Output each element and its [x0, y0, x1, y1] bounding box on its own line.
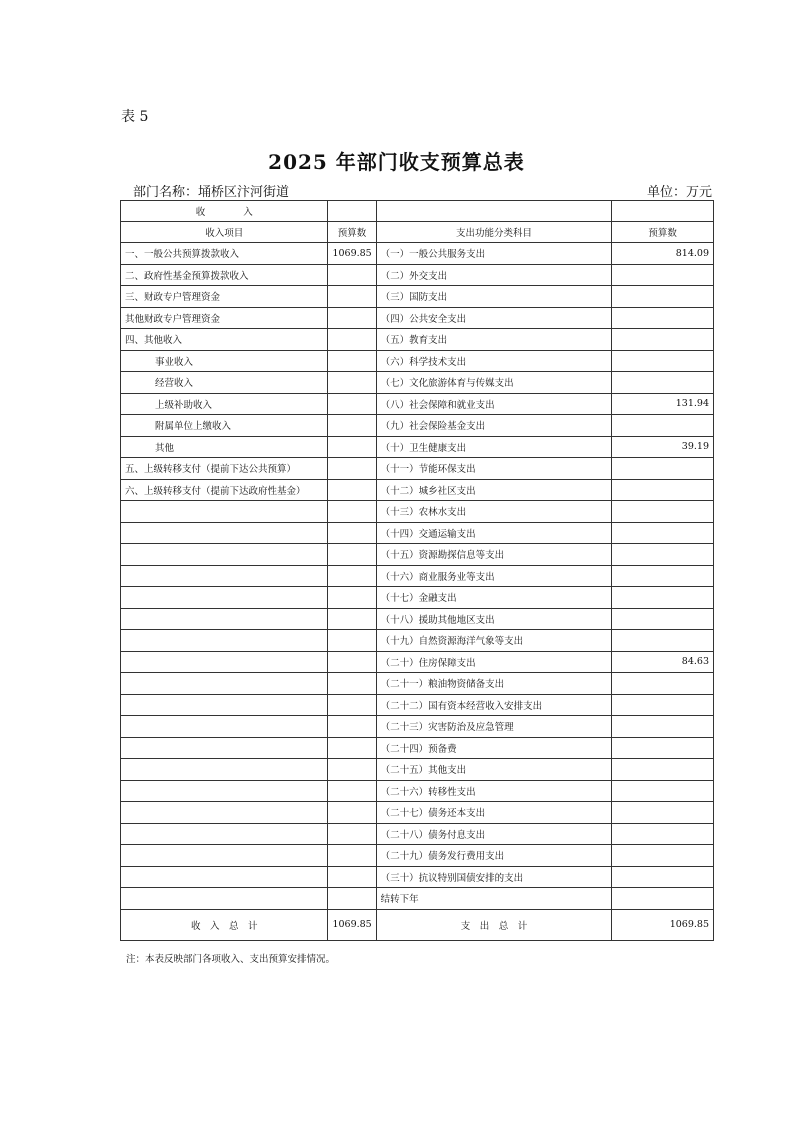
- table-row: [121, 393, 714, 415]
- table-number: 表 5: [121, 109, 149, 125]
- expense-amount-cell: [612, 630, 714, 652]
- expense-item-cell: （二十）住房保障支出: [376, 651, 612, 673]
- income-amount-cell: [328, 587, 376, 609]
- expense-item-cell: （二十五）其他支出: [376, 759, 612, 781]
- income-total-label: 收 入 总 计: [121, 909, 328, 940]
- income-amount-cell: [328, 264, 376, 286]
- expense-amount-cell: [612, 350, 714, 372]
- expense-item-cell: （十二）城乡社区支出: [376, 479, 612, 501]
- table-row: [121, 544, 714, 566]
- table-row: [121, 845, 714, 867]
- expense-amount-cell: [612, 823, 714, 845]
- table-row: [121, 780, 714, 802]
- income-amount-cell: [328, 845, 376, 867]
- expense-item-cell: （五）教育支出: [376, 329, 612, 351]
- table-row: [121, 759, 714, 781]
- expense-amount-cell: [612, 415, 714, 437]
- expense-item-cell: （十一）节能环保支出: [376, 458, 612, 480]
- income-amount-cell: [328, 329, 376, 351]
- table-row: [121, 350, 714, 372]
- totals-row: [121, 909, 714, 940]
- income-item-cell: [121, 716, 328, 738]
- income-item-cell: 附属单位上缴收入: [121, 415, 328, 437]
- table-row: [121, 630, 714, 652]
- income-amount-header: 预算数: [328, 222, 376, 243]
- expense-item-cell: （八）社会保障和就业支出: [376, 393, 612, 415]
- income-item-cell: [121, 565, 328, 587]
- income-amount-cell: [328, 565, 376, 587]
- income-item-cell: [121, 845, 328, 867]
- expense-amount-cell: 84.63: [612, 651, 714, 673]
- income-item-cell: 一、一般公共预算拨款收入: [121, 243, 328, 265]
- income-amount-cell: [328, 888, 376, 910]
- income-amount-cell: [328, 286, 376, 308]
- expense-amount-cell: [612, 522, 714, 544]
- expense-item-cell: （一）一般公共服务支出: [376, 243, 612, 265]
- table-row: [121, 479, 714, 501]
- expense-item-cell: （二十八）债务付息支出: [376, 823, 612, 845]
- expense-amount-cell: [612, 802, 714, 824]
- income-amount-cell: [328, 866, 376, 888]
- income-item-cell: [121, 802, 328, 824]
- expense-item-cell: （十九）自然资源海洋气象等支出: [376, 630, 612, 652]
- expense-item-cell: （四）公共安全支出: [376, 307, 612, 329]
- income-amount-cell: [328, 630, 376, 652]
- income-amount-cell: 1069.85: [328, 243, 376, 265]
- income-item-cell: 上级补助收入: [121, 393, 328, 415]
- department-name: 部门名称：埇桥区汴河街道: [133, 185, 290, 200]
- expense-item-cell: （二十七）债务还本支出: [376, 802, 612, 824]
- income-amount-cell: [328, 393, 376, 415]
- table-row: [121, 823, 714, 845]
- expense-item-cell: （二十三）灾害防治及应急管理: [376, 716, 612, 738]
- table-row: [121, 329, 714, 351]
- expense-amount-header: 预算数: [612, 222, 714, 243]
- income-item-header: 收入项目: [121, 222, 328, 243]
- expense-amount-cell: [612, 866, 714, 888]
- table-row: [121, 436, 714, 458]
- expense-item-cell: （七）文化旅游体育与传媒支出: [376, 372, 612, 394]
- income-item-cell: 二、政府性基金预算拨款收入: [121, 264, 328, 286]
- table-row: [121, 415, 714, 437]
- expense-amount-cell: [612, 307, 714, 329]
- expense-amount-cell: 131.94: [612, 393, 714, 415]
- expense-item-cell: （十五）资源勘探信息等支出: [376, 544, 612, 566]
- income-item-cell: [121, 823, 328, 845]
- income-item-cell: [121, 780, 328, 802]
- expense-amount-cell: [612, 264, 714, 286]
- table-row: [121, 286, 714, 308]
- income-item-cell: [121, 866, 328, 888]
- income-item-cell: 六、上级转移支付（提前下达政府性基金）: [121, 479, 328, 501]
- expense-item-cell: （三十）抗议特别国债安排的支出: [376, 866, 612, 888]
- expense-item-cell: （二）外交支出: [376, 264, 612, 286]
- income-amount-cell: [328, 307, 376, 329]
- table-row: [121, 737, 714, 759]
- expense-item-cell: （三）国防支出: [376, 286, 612, 308]
- footnote: 注：本表反映部门各项收入、支出预算安排情况。: [126, 954, 336, 965]
- income-amount-cell: [328, 780, 376, 802]
- table-row: [121, 587, 714, 609]
- income-item-cell: [121, 587, 328, 609]
- income-item-cell: 事业收入: [121, 350, 328, 372]
- table-row: [121, 888, 714, 910]
- income-amount-cell: [328, 479, 376, 501]
- income-amount-cell: [328, 716, 376, 738]
- table-row: [121, 458, 714, 480]
- budget-table: [120, 200, 714, 941]
- expense-item-cell: （九）社会保险基金支出: [376, 415, 612, 437]
- table-row: [121, 307, 714, 329]
- table-row: [121, 866, 714, 888]
- expense-amount-cell: [612, 286, 714, 308]
- expense-item-cell: （十三）农林水支出: [376, 501, 612, 523]
- header-column-row: [121, 222, 714, 243]
- income-amount-cell: [328, 350, 376, 372]
- expense-amount-cell: 39.19: [612, 436, 714, 458]
- expense-amount-cell: [612, 501, 714, 523]
- expense-item-header: 支出功能分类科目: [376, 222, 612, 243]
- income-item-cell: [121, 544, 328, 566]
- expense-item-cell: （二十二）国有资本经营收入安排支出: [376, 694, 612, 716]
- expense-item-cell: （十四）交通运输支出: [376, 522, 612, 544]
- income-amount-cell: [328, 823, 376, 845]
- expense-total-label: 支 出 总 计: [376, 909, 612, 940]
- income-item-cell: [121, 501, 328, 523]
- income-item-cell: [121, 608, 328, 630]
- expense-amount-cell: [612, 780, 714, 802]
- income-amount-cell: [328, 436, 376, 458]
- table-row: [121, 264, 714, 286]
- income-amount-cell: [328, 608, 376, 630]
- income-item-cell: [121, 737, 328, 759]
- expense-item-cell: （十六）商业服务业等支出: [376, 565, 612, 587]
- income-item-cell: [121, 651, 328, 673]
- income-total-amount: 1069.85: [328, 909, 376, 940]
- expense-amount-cell: [612, 565, 714, 587]
- table-row: [121, 608, 714, 630]
- income-item-cell: [121, 630, 328, 652]
- table-row: [121, 243, 714, 265]
- expense-item-cell: （十）卫生健康支出: [376, 436, 612, 458]
- expense-item-cell: （二十六）转移性支出: [376, 780, 612, 802]
- table-row: [121, 565, 714, 587]
- header-blank-cell: [376, 201, 612, 222]
- expense-item-cell: （十七）金融支出: [376, 587, 612, 609]
- expense-amount-cell: [612, 737, 714, 759]
- expense-amount-cell: [612, 845, 714, 867]
- table-row: [121, 716, 714, 738]
- expense-item-cell: （二十四）预备费: [376, 737, 612, 759]
- unit-label: 单位：万元: [646, 185, 712, 200]
- income-item-cell: 其他: [121, 436, 328, 458]
- income-amount-cell: [328, 372, 376, 394]
- header-group-row: [121, 201, 714, 222]
- expense-item-cell: 结转下年: [376, 888, 612, 910]
- table-row: [121, 501, 714, 523]
- income-item-cell: 经营收入: [121, 372, 328, 394]
- table-row: [121, 694, 714, 716]
- income-item-cell: [121, 888, 328, 910]
- income-amount-cell: [328, 415, 376, 437]
- income-amount-cell: [328, 737, 376, 759]
- income-amount-cell: [328, 759, 376, 781]
- header-blank-cell: [612, 201, 714, 222]
- page-title: 2025 年部门收支预算总表: [268, 150, 525, 174]
- table-row: [121, 673, 714, 695]
- income-amount-cell: [328, 458, 376, 480]
- expense-item-cell: （十八）援助其他地区支出: [376, 608, 612, 630]
- income-item-cell: [121, 673, 328, 695]
- income-amount-cell: [328, 673, 376, 695]
- table-row: [121, 522, 714, 544]
- expense-amount-cell: [612, 759, 714, 781]
- expense-amount-cell: [612, 458, 714, 480]
- income-amount-cell: [328, 544, 376, 566]
- income-amount-cell: [328, 522, 376, 544]
- expense-amount-cell: [612, 888, 714, 910]
- expense-item-cell: （六）科学技术支出: [376, 350, 612, 372]
- income-item-cell: [121, 759, 328, 781]
- expense-total-amount: 1069.85: [612, 909, 714, 940]
- header-blank-cell: [328, 201, 376, 222]
- table-row: [121, 372, 714, 394]
- income-group-header: 收 入: [121, 201, 328, 222]
- expense-amount-cell: [612, 329, 714, 351]
- expense-amount-cell: [612, 673, 714, 695]
- expense-amount-cell: [612, 372, 714, 394]
- expense-amount-cell: 814.09: [612, 243, 714, 265]
- expense-amount-cell: [612, 587, 714, 609]
- expense-amount-cell: [612, 544, 714, 566]
- income-item-cell: 五、上级转移支付（提前下达公共预算）: [121, 458, 328, 480]
- expense-amount-cell: [612, 694, 714, 716]
- income-amount-cell: [328, 802, 376, 824]
- expense-item-cell: （二十一）粮油物资储备支出: [376, 673, 612, 695]
- income-item-cell: [121, 694, 328, 716]
- income-amount-cell: [328, 694, 376, 716]
- income-item-cell: 四、其他收入: [121, 329, 328, 351]
- income-item-cell: [121, 522, 328, 544]
- expense-amount-cell: [612, 608, 714, 630]
- expense-item-cell: （二十九）债务发行费用支出: [376, 845, 612, 867]
- table-row: [121, 651, 714, 673]
- expense-amount-cell: [612, 479, 714, 501]
- income-amount-cell: [328, 501, 376, 523]
- income-amount-cell: [328, 651, 376, 673]
- income-item-cell: 其他财政专户管理资金: [121, 307, 328, 329]
- table-row: [121, 802, 714, 824]
- expense-amount-cell: [612, 716, 714, 738]
- income-item-cell: 三、财政专户管理资金: [121, 286, 328, 308]
